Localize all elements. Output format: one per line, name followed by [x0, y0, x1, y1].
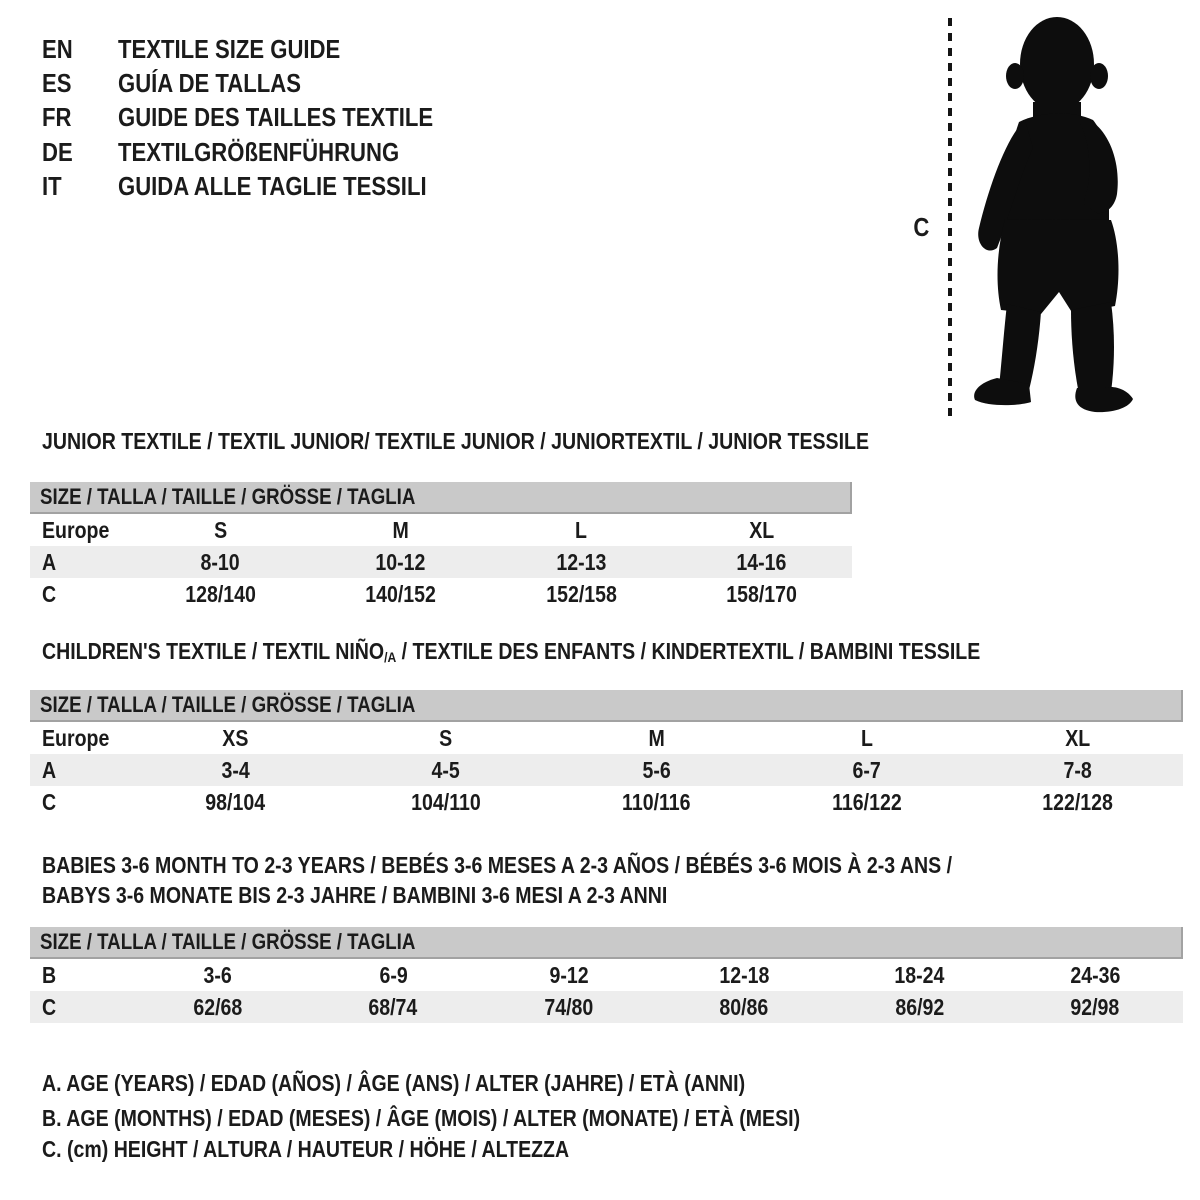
column-header: XL: [1065, 724, 1091, 751]
junior-columns-row: [30, 514, 852, 546]
language-code: EN: [42, 33, 73, 64]
cell-value: 92/98: [1070, 993, 1120, 1020]
junior-row-a: [30, 546, 852, 578]
cell-value: 152/158: [545, 580, 617, 607]
column-header: XL: [749, 516, 775, 543]
language-code: DE: [42, 136, 73, 167]
language-row-es: [42, 66, 489, 100]
row-label: C: [42, 788, 57, 815]
cell-value: 12-18: [719, 961, 770, 988]
cell-value: 6-7: [852, 756, 882, 783]
children-size-table: [30, 722, 1183, 818]
children-size-header-bar: SIZE / TALLA / TAILLE / GRÖSSE / TAGLIA: [30, 690, 1183, 722]
cell-value: 8-10: [200, 548, 240, 575]
language-code: ES: [42, 68, 72, 99]
junior-size-header-bar: SIZE / TALLA / TAILLE / GRÖSSE / TAGLIA: [30, 482, 852, 514]
babies-section-title: BABIES 3-6 MONTH TO 2-3 YEARS / BEBÉS 3-6 MESES A 2-3 AÑOS / BÉBÉS 3-6 MOIS À 2-3 ANS / BABYS 3-6 MONATE BIS 2-3 JAHRE / BAMBINI 3-6 MESI A 2-3 ANNI: [42, 852, 953, 908]
guide-title-de: TEXTILGRÖßENFÜHRUNG: [118, 136, 400, 167]
cell-value: 104/110: [411, 788, 481, 815]
cell-value: 98/104: [205, 788, 266, 815]
column-header: L: [575, 516, 588, 543]
cell-value: 122/128: [1042, 788, 1114, 815]
children-row-a: [30, 754, 1183, 786]
cell-value: 3-4: [221, 756, 250, 783]
column-header: M: [392, 516, 409, 543]
junior-size-table: [30, 514, 852, 610]
language-row-de: [42, 135, 489, 169]
language-row-en: [42, 32, 489, 66]
legend-line-b: B. AGE (MONTHS) / EDAD (MESES) / ÂGE (MOIS) / ALTER (MONATE) / ETÀ (MESI): [42, 1105, 801, 1131]
junior-row-c: [30, 578, 852, 610]
nino-a-subscript: /A: [384, 649, 397, 666]
row-label: B: [42, 961, 57, 988]
region-label: Europe: [42, 516, 110, 543]
column-header: XS: [222, 724, 249, 751]
language-code: IT: [42, 171, 62, 202]
cell-value: 9-12: [549, 961, 589, 988]
guide-title-es: GUÍA DE TALLAS: [118, 68, 301, 99]
cell-value: 116/122: [832, 788, 902, 815]
column-header: S: [439, 724, 453, 751]
cell-value: 18-24: [894, 961, 945, 988]
column-header: L: [861, 724, 874, 751]
language-code: FR: [42, 102, 72, 133]
cell-value: 7-8: [1063, 756, 1092, 783]
legend-line-a: A. AGE (YEARS) / EDAD (AÑOS) / ÂGE (ANS) / ALTER (JAHRE) / ETÀ (ANNI): [42, 1070, 746, 1096]
cell-value: 6-9: [379, 961, 408, 988]
row-label: C: [42, 993, 57, 1020]
row-label: A: [42, 756, 57, 783]
cell-value: 74/80: [544, 993, 594, 1020]
junior-section-title: JUNIOR TEXTILE / TEXTIL JUNIOR/ TEXTILE JUNIOR / JUNIORTEXTIL / JUNIOR TESSILE: [42, 428, 870, 454]
toddler-silhouette-icon: [963, 14, 1155, 420]
language-list: [42, 32, 489, 204]
cell-value: 140/152: [365, 580, 437, 607]
language-row-fr: [42, 101, 489, 135]
cell-value: 80/86: [719, 993, 769, 1020]
legend-line-c: C. (cm) HEIGHT / ALTURA / HAUTEUR / HÖHE / ALTEZZA: [42, 1136, 570, 1162]
row-label: C: [42, 580, 57, 607]
babies-size-header-bar: SIZE / TALLA / TAILLE / GRÖSSE / TAGLIA: [30, 927, 1183, 959]
cell-value: 62/68: [193, 993, 243, 1020]
region-label: Europe: [42, 724, 110, 751]
cell-value: 5-6: [642, 756, 671, 783]
language-row-it: [42, 170, 489, 204]
cell-value: 12-13: [556, 548, 607, 575]
children-row-c: [30, 786, 1183, 818]
guide-title-fr: GUIDE DES TAILLES TEXTILE: [118, 102, 434, 133]
babies-row-c: [30, 991, 1183, 1023]
cell-value: 158/170: [726, 580, 798, 607]
cell-value: 86/92: [895, 993, 945, 1020]
figure-height-label: C: [913, 212, 930, 242]
cell-value: 3-6: [203, 961, 232, 988]
cell-value: 68/74: [368, 993, 418, 1020]
cell-value: 10-12: [375, 548, 426, 575]
cell-value: 110/116: [622, 788, 691, 815]
column-header: S: [213, 516, 227, 543]
guide-title-en: TEXTILE SIZE GUIDE: [118, 33, 341, 64]
height-dashed-line: [948, 18, 952, 418]
guide-title-it: GUIDA ALLE TAGLIE TESSILI: [118, 171, 427, 202]
column-header: M: [648, 724, 665, 751]
row-label: A: [42, 548, 57, 575]
cell-value: 24-36: [1070, 961, 1121, 988]
cell-value: 128/140: [184, 580, 256, 607]
babies-size-table: [30, 959, 1183, 1023]
cell-value: 14-16: [736, 548, 787, 575]
babies-row-b: [30, 959, 1183, 991]
children-section-title: CHILDREN'S TEXTILE / TEXTIL NIÑO/A / TEXTILE DES ENFANTS / KINDERTEXTIL / BAMBINI TESSILE: [42, 638, 981, 666]
children-columns-row: [30, 722, 1183, 754]
cell-value: 4-5: [431, 756, 461, 783]
